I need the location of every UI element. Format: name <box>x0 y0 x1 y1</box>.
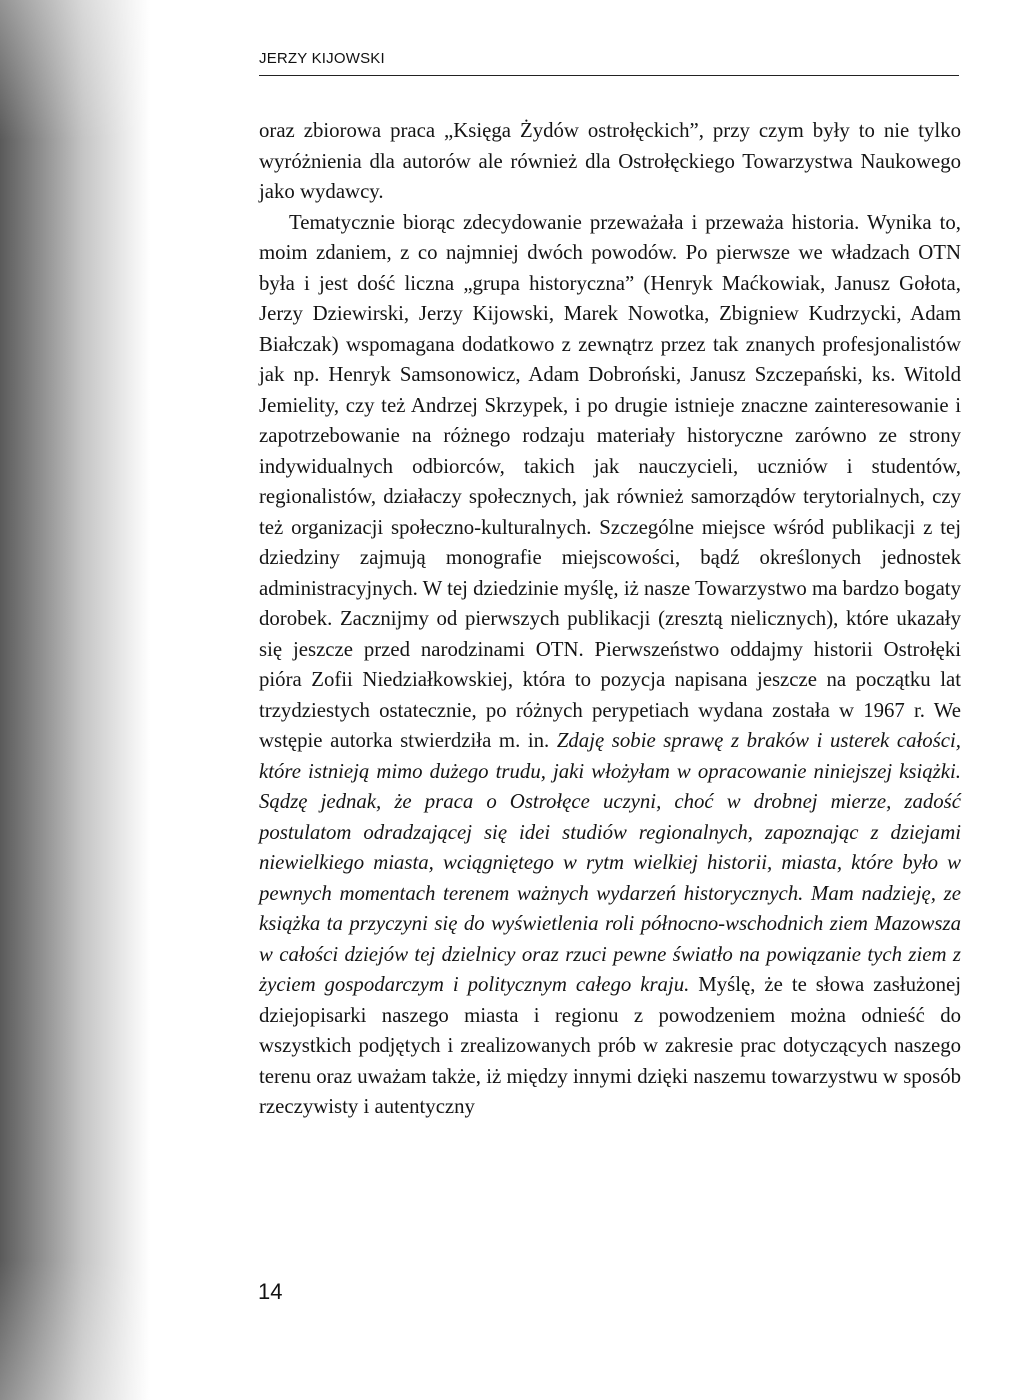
paragraph-1: oraz zbiorowa praca „Księga Żydów ostrołęckich”, przy czym były to nie tylko wyróżnienia dla autorów ale również dla Ostrołęckiego Towarzystwa Naukowego jako wydawcy. <box>259 119 961 203</box>
page-number: 14 <box>258 1279 283 1304</box>
paragraph-2-outro: Myślę, że te słowa zasłużonej dziejopisarki naszego miasta i regionu z powodzeniem można odnieść do wszystkich podjętych i zrealizowanych prób w zakresie prac dotyczących naszego terenu oraz uważam także, iż między innymi dzięki naszemu towarzystwu w sposób rzeczywisty i autentyczny <box>259 973 962 1118</box>
body-text <box>259 116 961 1123</box>
quoted-passage: Zdaję sobie sprawę z braków i usterek całości, które istnieją mimo dużego trudu, jaki włożyłam w opracowanie niniejszej książki. Sądzę jednak, że praca o Ostrołęce uczyni, choć w drobnej mierze, zadość postulatom odradzającej się idei studiów regionalnych, zapoznając z dziejami niewielkiego miasta, wciągniętego w rytm wielkiej historii, miasta, które było w pewnych momentach terenem ważnych wydarzeń historycznych. Mam nadzieję, ze książka ta przyczyni się do wyświetlenia roli północno-wschodnich ziem Mazowsza w całości dziejów tej dzielnicy oraz rzuci pewne światło na powiązanie tych ziem z życiem gospodarczym i politycznym całego kraju. <box>259 729 961 996</box>
paragraph-2-intro: Tematycznie biorąc zdecydowanie przeważała i przeważa historia. Wynika to, moim zdaniem, z co najmniej dwóch powodów. Po pierwsze we władzach OTN była i jest dość liczna „grupa historyczna” (Henryk Maćkowiak, Janusz Gołota, Jerzy Dziewirski, Jerzy Kijowski, Marek Nowotka, Zbigniew Kudrzycki, Adam Białczak) wspomagana dodatkowo z zewnątrz przez tak znanych profesjonalistów jak np. Henryk Samsonowicz, Adam Dobroński, Janusz Szczepański, ks. Witold Jemielity, czy też Andrzej Skrzypek, i po drugie istnieje znaczne zainteresowanie i zapotrzebowanie na różnego rodzaju materiały historyczne zarówno ze strony indywidualnych odbiorców, takich jak nauczycieli, uczniów i studentów, regionalistów, działaczy społecznych, jak również samorządów terytorialnych, czy też organizacji społeczno-kulturalnych. Szczególne miejsce wśród publikacji z tej dziedziny zajmują monografie miejscowości, bądź określonych jednostek administracyjnych. W tej dziedzinie myślę, iż nasze Towarzystwo ma bardzo bogaty dorobek. Zacznijmy od pierwszych publikacji (zresztą nielicznych), które ukazały się jeszcze przed narodzinami OTN. Pierwszeństwo oddajmy historii Ostrołęki pióra Zofii Niedziałkowskiej, która to pozycja napisana jeszcze na początku lat trzydziestych ostatecznie, po różnych perypetiach wydana została w 1967 r. We wstępie autorka stwierdziła m. in. <box>259 210 961 752</box>
header-rule <box>259 75 959 76</box>
running-head: JERZY KIJOWSKI <box>259 50 385 67</box>
paragraph-2 <box>259 208 961 1123</box>
binding-gutter-highlight <box>0 0 150 1400</box>
